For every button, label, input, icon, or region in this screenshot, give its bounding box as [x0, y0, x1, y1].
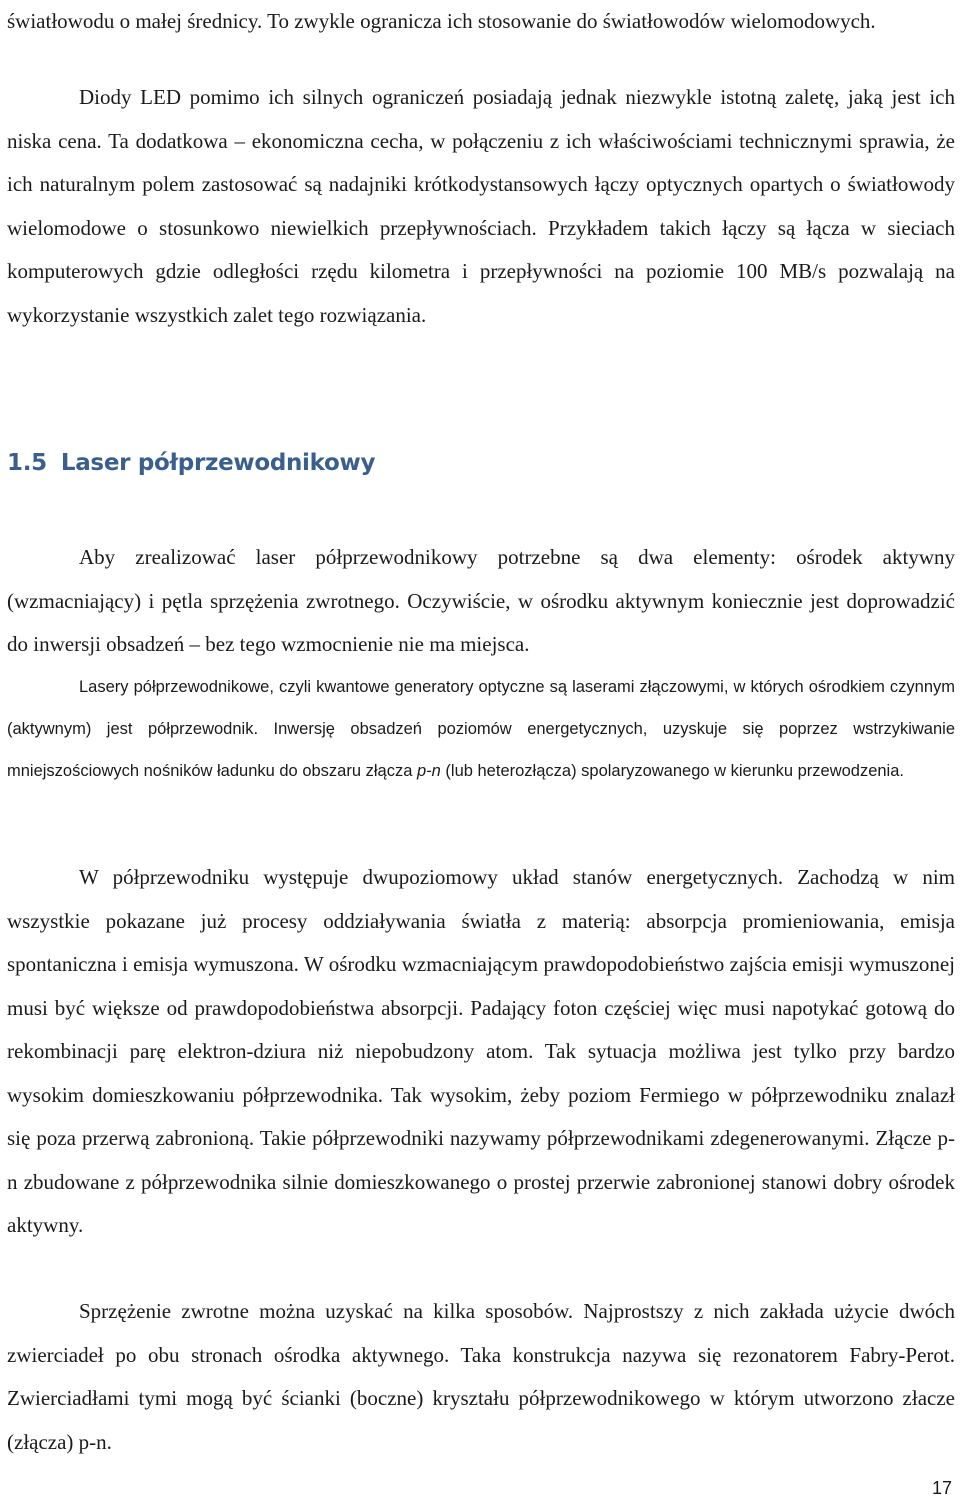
paragraph-5	[7, 856, 955, 1248]
paragraph-4-italic: p-n	[416, 762, 441, 780]
paragraph-1	[7, 0, 955, 44]
paragraph-1-text: światłowodu o małej średnicy. To zwykle ogranicza ich stosowanie do światłowodów wielomodowych.	[7, 9, 876, 33]
paragraph-3	[7, 536, 955, 667]
paragraph-2	[7, 76, 955, 337]
paragraph-5-text: W półprzewodniku występuje dwupoziomowy układ stanów energetycznych. Zachodzą w nim wszystkie pokazane już procesy oddziaływania światła z materią: absorpcja promieniowania, emisja spontaniczna i emisja wymuszona. W ośrodku wzmacniającym prawdopodobieństwo zajścia emisji wymuszonej musi być większe od prawdopodobieństwa absorpcji. Padający foton częściej więc musi napotykać gotową do rekombinacji parę elektron-dziura niż niepobudzony atom. Tak sytuacja możliwa jest tylko przy bardzo wysokim domieszkowaniu półprzewodnika. Tak wysokim, żeby poziom Fermiego w półprzewodniku znalazł się poza przerwą zabronioną. Takie półprzewodniki nazywamy półprzewodnikami zdegenerowanymi. Złącze p-n zbudowane z półprzewodnika silnie domieszkowanego o prostej przerwie zabronionej stanowi dobry ośrodek aktywny.	[7, 865, 955, 1237]
paragraph-4	[7, 666, 955, 792]
section-number: 1.5	[7, 450, 47, 476]
paragraph-2-text: Diody LED pomimo ich silnych ograniczeń posiadają jednak niezwykle istotną zaletę, jaką jest ich niska cena. Ta dodatkowa – ekonomiczna cecha, w połączeniu z ich właściwościami technicznymi sprawia, że ich naturalnym polem zastosować są nadajniki krótkodystansowych łączy optycznych opartych o światłowody wielomodowe o stosunkowo niewielkich przepływnościach. Przykładem takich łączy są łącza w sieciach komputerowych gdzie odległości rzędu kilometra i przepływności na poziomie 100 MB/s pozwalają na wykorzystanie wszystkich zalet tego rozwiązania.	[7, 85, 955, 327]
paragraph-4-text-b: (lub heterozłącza) spolaryzowanego w kierunku przewodzenia.	[440, 762, 904, 780]
page-number: 17	[931, 1478, 952, 1498]
paragraph-6	[7, 1290, 955, 1464]
paragraph-4-text-a: Lasery półprzewodnikowe, czyli kwantowe generatory optyczne są laserami złączowymi, w których ośrodkiem czynnym (aktywnym) jest półprzewodnik. Inwersję obsadzeń poziomów energetycznych, uzyskuje się poprzez wstrzykiwanie mniejszościowych nośników ładunku do obszaru złącza	[7, 678, 955, 780]
paragraph-3-text: Aby zrealizować laser półprzewodnikowy potrzebne są dwa elementy: ośrodek aktywny (wzmacniający) i pętla sprzężenia zwrotnego. Oczywiście, w ośrodku aktywnym koniecznie jest doprowadzić do inwersji obsadzeń – bez tego wzmocnienie nie ma miejsca.	[7, 545, 955, 656]
section-title: Laser półprzewodnikowy	[60, 450, 376, 476]
section-heading	[7, 450, 375, 476]
paragraph-6-text: Sprzężenie zwrotne można uzyskać na kilka sposobów. Najprostszy z nich zakłada użycie dwóch zwierciadeł po obu stronach ośrodka aktywnego. Taka konstrukcja nazywa się rezonatorem Fabry-Perot. Zwierciadłami tymi mogą być ścianki (boczne) kryształu półprzewodnikowego w którym utworzono złacze (złącza) p-n.	[7, 1299, 955, 1454]
